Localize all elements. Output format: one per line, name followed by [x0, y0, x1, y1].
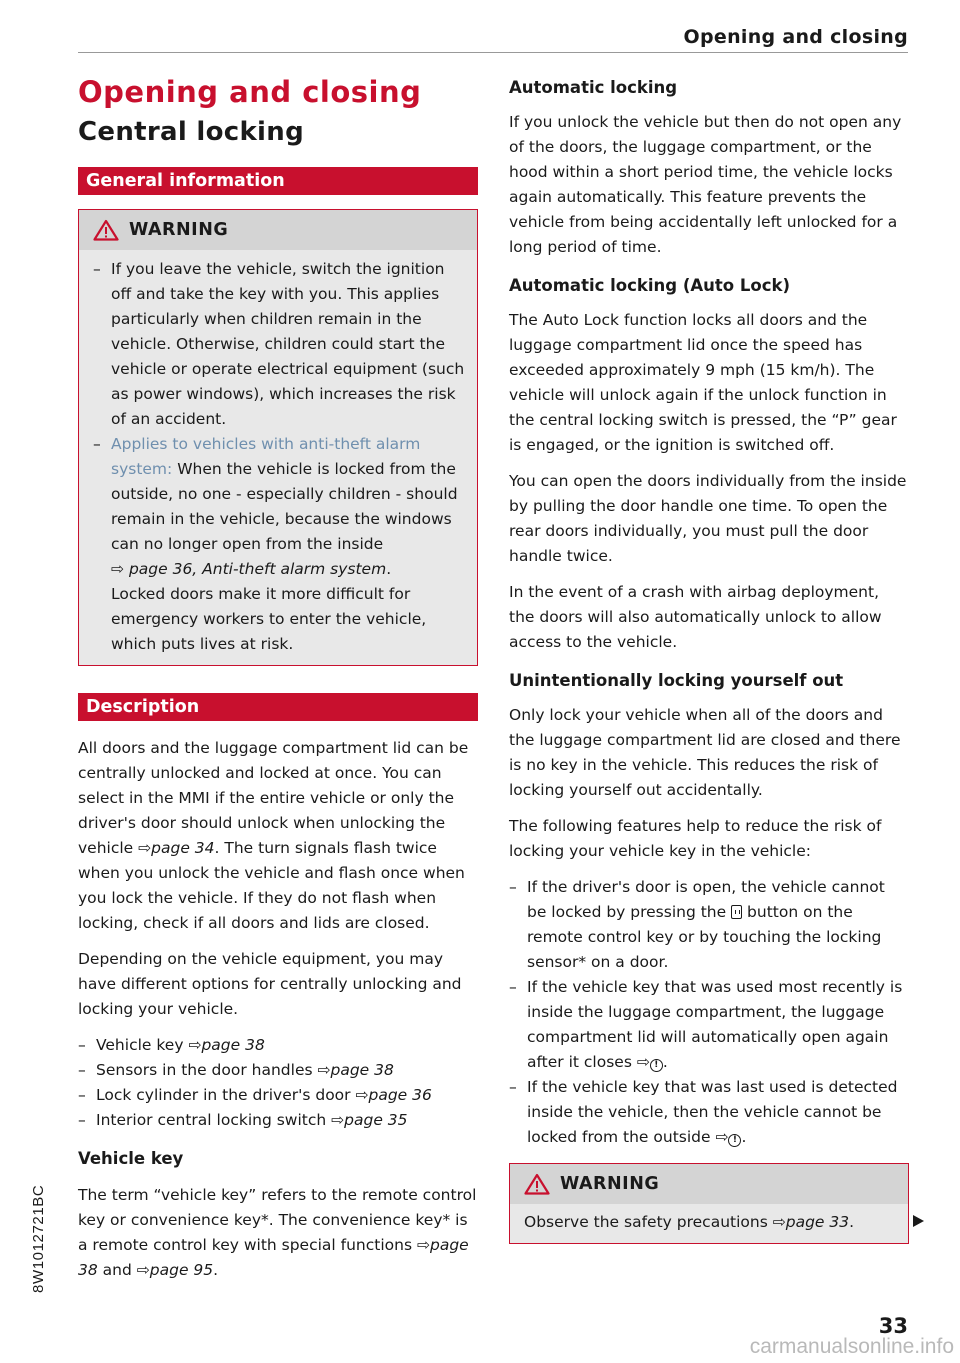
- list-item-text: If the driver's door is open, the vehicle cannot be locked by pressing the: [527, 878, 885, 921]
- document-code: 8W1012721BC: [30, 1184, 47, 1293]
- list-item: – Interior central locking switch ⇨page 35: [78, 1111, 408, 1129]
- list-item-text: If the vehicle key that was last used is detected inside the vehicle, then the vehicle cannot be locked from the outside: [527, 1078, 898, 1146]
- warning-triangle-icon: [93, 219, 119, 241]
- description-heading: Description: [78, 693, 478, 721]
- warning-item-text: If you leave the vehicle, switch the ignition off and take the key with you. This applies particularly when children remain in the vehicle. Otherwise, children could start the vehicle or operate electrical equipment (such as power windows), which increases the risk of an accident.: [111, 260, 465, 428]
- page-reference-arrow-icon: ⇨: [636, 1053, 650, 1071]
- paragraph-text: . The turn signals flash twice when you unlock the vehicle and flash once when you lock the vehicle. If they do not flash when locking, check if all doors and lids are closed.: [78, 839, 465, 932]
- auto-lock-paragraph: You can open the doors individually from the inside by pulling the door handle one time. To open the rear doors individually, you must pull the door handle twice.: [509, 472, 907, 565]
- page-reference-arrow-icon: ⇨: [355, 1086, 369, 1104]
- paragraph-text: Observe the safety precautions: [524, 1213, 768, 1231]
- list-item-label: Interior central locking switch: [96, 1111, 327, 1129]
- warning-label: WARNING: [560, 1174, 660, 1194]
- warning-box: [509, 1163, 909, 1244]
- list-item: – If the vehicle key that was used most recently is inside the luggage compartment, the luggage compartment lid will automatically open again after it closes ⇨ ! .: [509, 978, 903, 1071]
- warning-text: Observe the safety precautions ⇨page 33.: [524, 1213, 855, 1231]
- auto-lock-paragraph: In the event of a crash with airbag deployment, the doors will also automatically unlock to allow access to the vehicle.: [509, 583, 882, 651]
- locking-out-heading: Unintentionally locking yourself out: [509, 671, 844, 690]
- description-paragraph: Depending on the vehicle equipment, you may have different options for centrally unlocking and locking your vehicle.: [78, 950, 462, 1018]
- automatic-locking-paragraph: If you unlock the vehicle but then do not open any of the doors, the luggage compartment, or the hood within a short period time, the vehicle locks again automatically. This feature prevents the vehicle from being accidentally left unlocked for a long period of time.: [509, 113, 902, 256]
- warning-label: WARNING: [129, 220, 229, 240]
- running-header: Opening and closing: [683, 26, 908, 48]
- auto-lock-paragraph: The Auto Lock function locks all doors and the luggage compartment lid once the speed has exceeded approximately 9 mph (15 km/h). The vehicle will unlock again if the unlock function in the central locking switch is pressed, the “P” gear is engaged, or the ignition is switched off.: [509, 311, 897, 454]
- cross-reference[interactable]: page 38: [330, 1061, 394, 1079]
- locking-out-paragraph: Only lock your vehicle when all of the doors and the luggage compartment lid are closed and there is no key in the vehicle. This reduces the risk of locking yourself out accidentally.: [509, 706, 901, 799]
- cross-reference[interactable]: page 35: [344, 1111, 408, 1129]
- watermark: carmanualsonline.info: [749, 1335, 954, 1358]
- lock-button-icon: [731, 905, 742, 919]
- options-list: [78, 1033, 478, 1133]
- locking-out-paragraph: The following features help to reduce the risk of locking your vehicle key in the vehicle:: [509, 817, 882, 860]
- paragraph-text: The term “vehicle key” refers to the remote control key or convenience key*. The convenience key* is a remote control key with special functions: [78, 1186, 477, 1254]
- list-item-text: button on the remote control key or by touching the locking sensor* on a door.: [527, 903, 882, 971]
- warning-header: [510, 1164, 908, 1204]
- list-item: – If the driver's door is open, the vehicle cannot be locked by pressing the button on the remote control key or by touching the locking sensor* on a door.: [509, 878, 885, 971]
- page-reference-arrow-icon: ⇨: [715, 1128, 729, 1146]
- page-reference-arrow-icon: ⇨: [111, 560, 124, 578]
- paragraph-text: .: [213, 1261, 219, 1279]
- list-item: – If the vehicle key that was last used is detected inside the vehicle, then the vehicle cannot be locked from the outside ⇨ ! .: [509, 1078, 898, 1146]
- general-information-heading: General information: [78, 167, 478, 195]
- page-reference-arrow-icon: ⇨: [772, 1213, 786, 1231]
- warning-triangle-icon: [524, 1173, 550, 1195]
- features-list: [509, 875, 909, 1150]
- equipment-note: Applies to vehicles with anti-theft alarm system:: [111, 435, 421, 478]
- right-column: [509, 76, 909, 1244]
- vehicle-key-heading: Vehicle key: [78, 1149, 184, 1168]
- vehicle-key-paragraph: [78, 1183, 478, 1283]
- page-reference-arrow-icon: ⇨: [331, 1111, 345, 1129]
- cross-reference[interactable]: page 34: [151, 839, 215, 857]
- left-column: [78, 60, 478, 1283]
- cross-reference[interactable]: page 36: [368, 1086, 432, 1104]
- list-item: – Sensors in the door handles ⇨page 38: [78, 1061, 394, 1079]
- warning-item: – Applies to vehicles with anti-theft alarm system: When the vehicle is locked from the outside, no one - especially children - should remain in the vehicle, because the windows can no longer open from the inside ⇨ page 36, Anti-theft alarm system. Locked doors make it more difficult for emergency workers to enter the vehicle, which puts lives at risk.: [93, 435, 458, 653]
- warning-header: [79, 210, 477, 250]
- cross-reference[interactable]: page 38: [201, 1036, 265, 1054]
- list-item: – Vehicle key ⇨page 38: [78, 1036, 265, 1054]
- auto-lock-heading: Automatic locking (Auto Lock): [509, 276, 791, 295]
- page-reference-arrow-icon: ⇨: [188, 1036, 202, 1054]
- warning-item-text: Locked doors make it more difficult for emergency workers to enter the vehicle, which puts lives at risk.: [111, 585, 427, 653]
- header-divider: [78, 52, 908, 53]
- cross-reference[interactable]: page 33: [785, 1213, 850, 1231]
- page-number: 33: [878, 1314, 908, 1338]
- list-item-text: If the vehicle key that was used most recently is inside the luggage compartment, the luggage compartment lid will automatically open again after it closes: [527, 978, 903, 1071]
- warning-box: [78, 209, 478, 666]
- list-item-label: Vehicle key: [96, 1036, 184, 1054]
- cross-reference[interactable]: page 36, Anti-theft alarm system: [128, 560, 387, 578]
- paragraph-text: and: [102, 1261, 132, 1279]
- list-item: – Lock cylinder in the driver's door ⇨page 36: [78, 1086, 432, 1104]
- list-item-label: Sensors in the door handles: [96, 1061, 313, 1079]
- list-item-label: Lock cylinder in the driver's door: [96, 1086, 351, 1104]
- description-paragraph: [78, 736, 478, 936]
- cross-reference[interactable]: page 95: [149, 1261, 214, 1279]
- page-reference-arrow-icon: ⇨: [317, 1061, 331, 1079]
- caution-circle-icon: !: [728, 1134, 741, 1147]
- paragraph-text: All doors and the luggage compartment lid can be centrally unlocked and locked at once. You can select in the MMI if the entire vehicle or only the driver's door should unlock when unlocking the vehicle: [78, 739, 469, 857]
- cross-reference[interactable]: page 38: [78, 1236, 469, 1279]
- page-reference-arrow-icon: ⇨: [416, 1236, 430, 1254]
- section-title: Central locking: [78, 117, 304, 147]
- caution-circle-icon: !: [650, 1059, 663, 1072]
- automatic-locking-heading: Automatic locking: [509, 78, 678, 97]
- page-reference-arrow-icon: ⇨: [136, 1261, 150, 1279]
- page-reference-arrow-icon: ⇨: [138, 839, 152, 857]
- chapter-title: Opening and closing: [78, 75, 422, 109]
- warning-item-text: When the vehicle is locked from the outside, no one - especially children - should remain in the vehicle, because the windows can no longer open from the inside: [111, 460, 458, 553]
- warning-item: – If you leave the vehicle, switch the ignition off and take the key with you. This applies particularly when children remain in the vehicle. Otherwise, children could start the vehicle or operate electrical equipment (such as power windows), which increases the risk of an accident.: [93, 260, 465, 428]
- continue-arrow-icon: [913, 1215, 924, 1227]
